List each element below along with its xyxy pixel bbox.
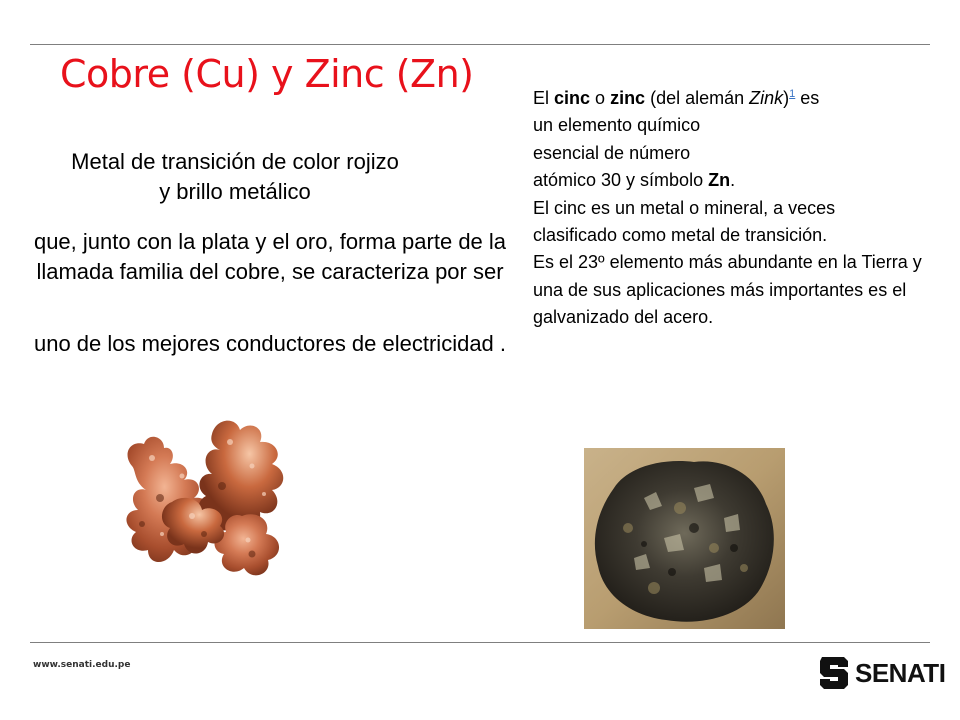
senati-s-icon xyxy=(818,655,850,691)
zinc-line-3: esencial de número xyxy=(533,142,691,163)
copper-line-2: y brillo metálico xyxy=(159,179,311,204)
copper-description-1 xyxy=(30,147,440,207)
copper-image xyxy=(112,406,312,584)
slide-title: Cobre (Cu) y Zinc (Zn) xyxy=(60,52,474,96)
senati-logo xyxy=(818,654,946,692)
zinc-line-1: El cinc o zinc (del alemán Zink)$^1$ es xyxy=(533,88,820,108)
copper-description-2: que, junto con la plata y el oro, forma parte de la llamada familia del cobre, se caracteriza por ser xyxy=(33,229,507,284)
footnote-link[interactable]: 1 xyxy=(789,88,796,100)
zinc-description xyxy=(533,85,923,332)
zinc-line-2: un elemento químico xyxy=(533,115,701,136)
zinc-image xyxy=(584,448,785,629)
top-divider xyxy=(30,44,930,45)
zinc-line-4: atómico 30 y símbolo Zn. xyxy=(533,170,736,191)
copper-line-1: Metal de transición de color rojizo xyxy=(71,149,399,174)
senati-logo-text: SENATI xyxy=(855,658,946,688)
zinc-paragraph-3: Es el 23º elemento más abundante en la Tierra y una de sus aplicaciones más importantes es el galvanizado del acero. xyxy=(533,252,922,328)
copper-description-3: uno de los mejores conductores de electricidad . xyxy=(33,331,507,356)
bottom-divider xyxy=(30,642,930,643)
zinc-paragraph-2: El cinc es un metal o mineral, a veces clasificado como metal de transición. xyxy=(533,197,836,246)
footer-url[interactable]: www.senati.edu.pe xyxy=(33,660,131,670)
